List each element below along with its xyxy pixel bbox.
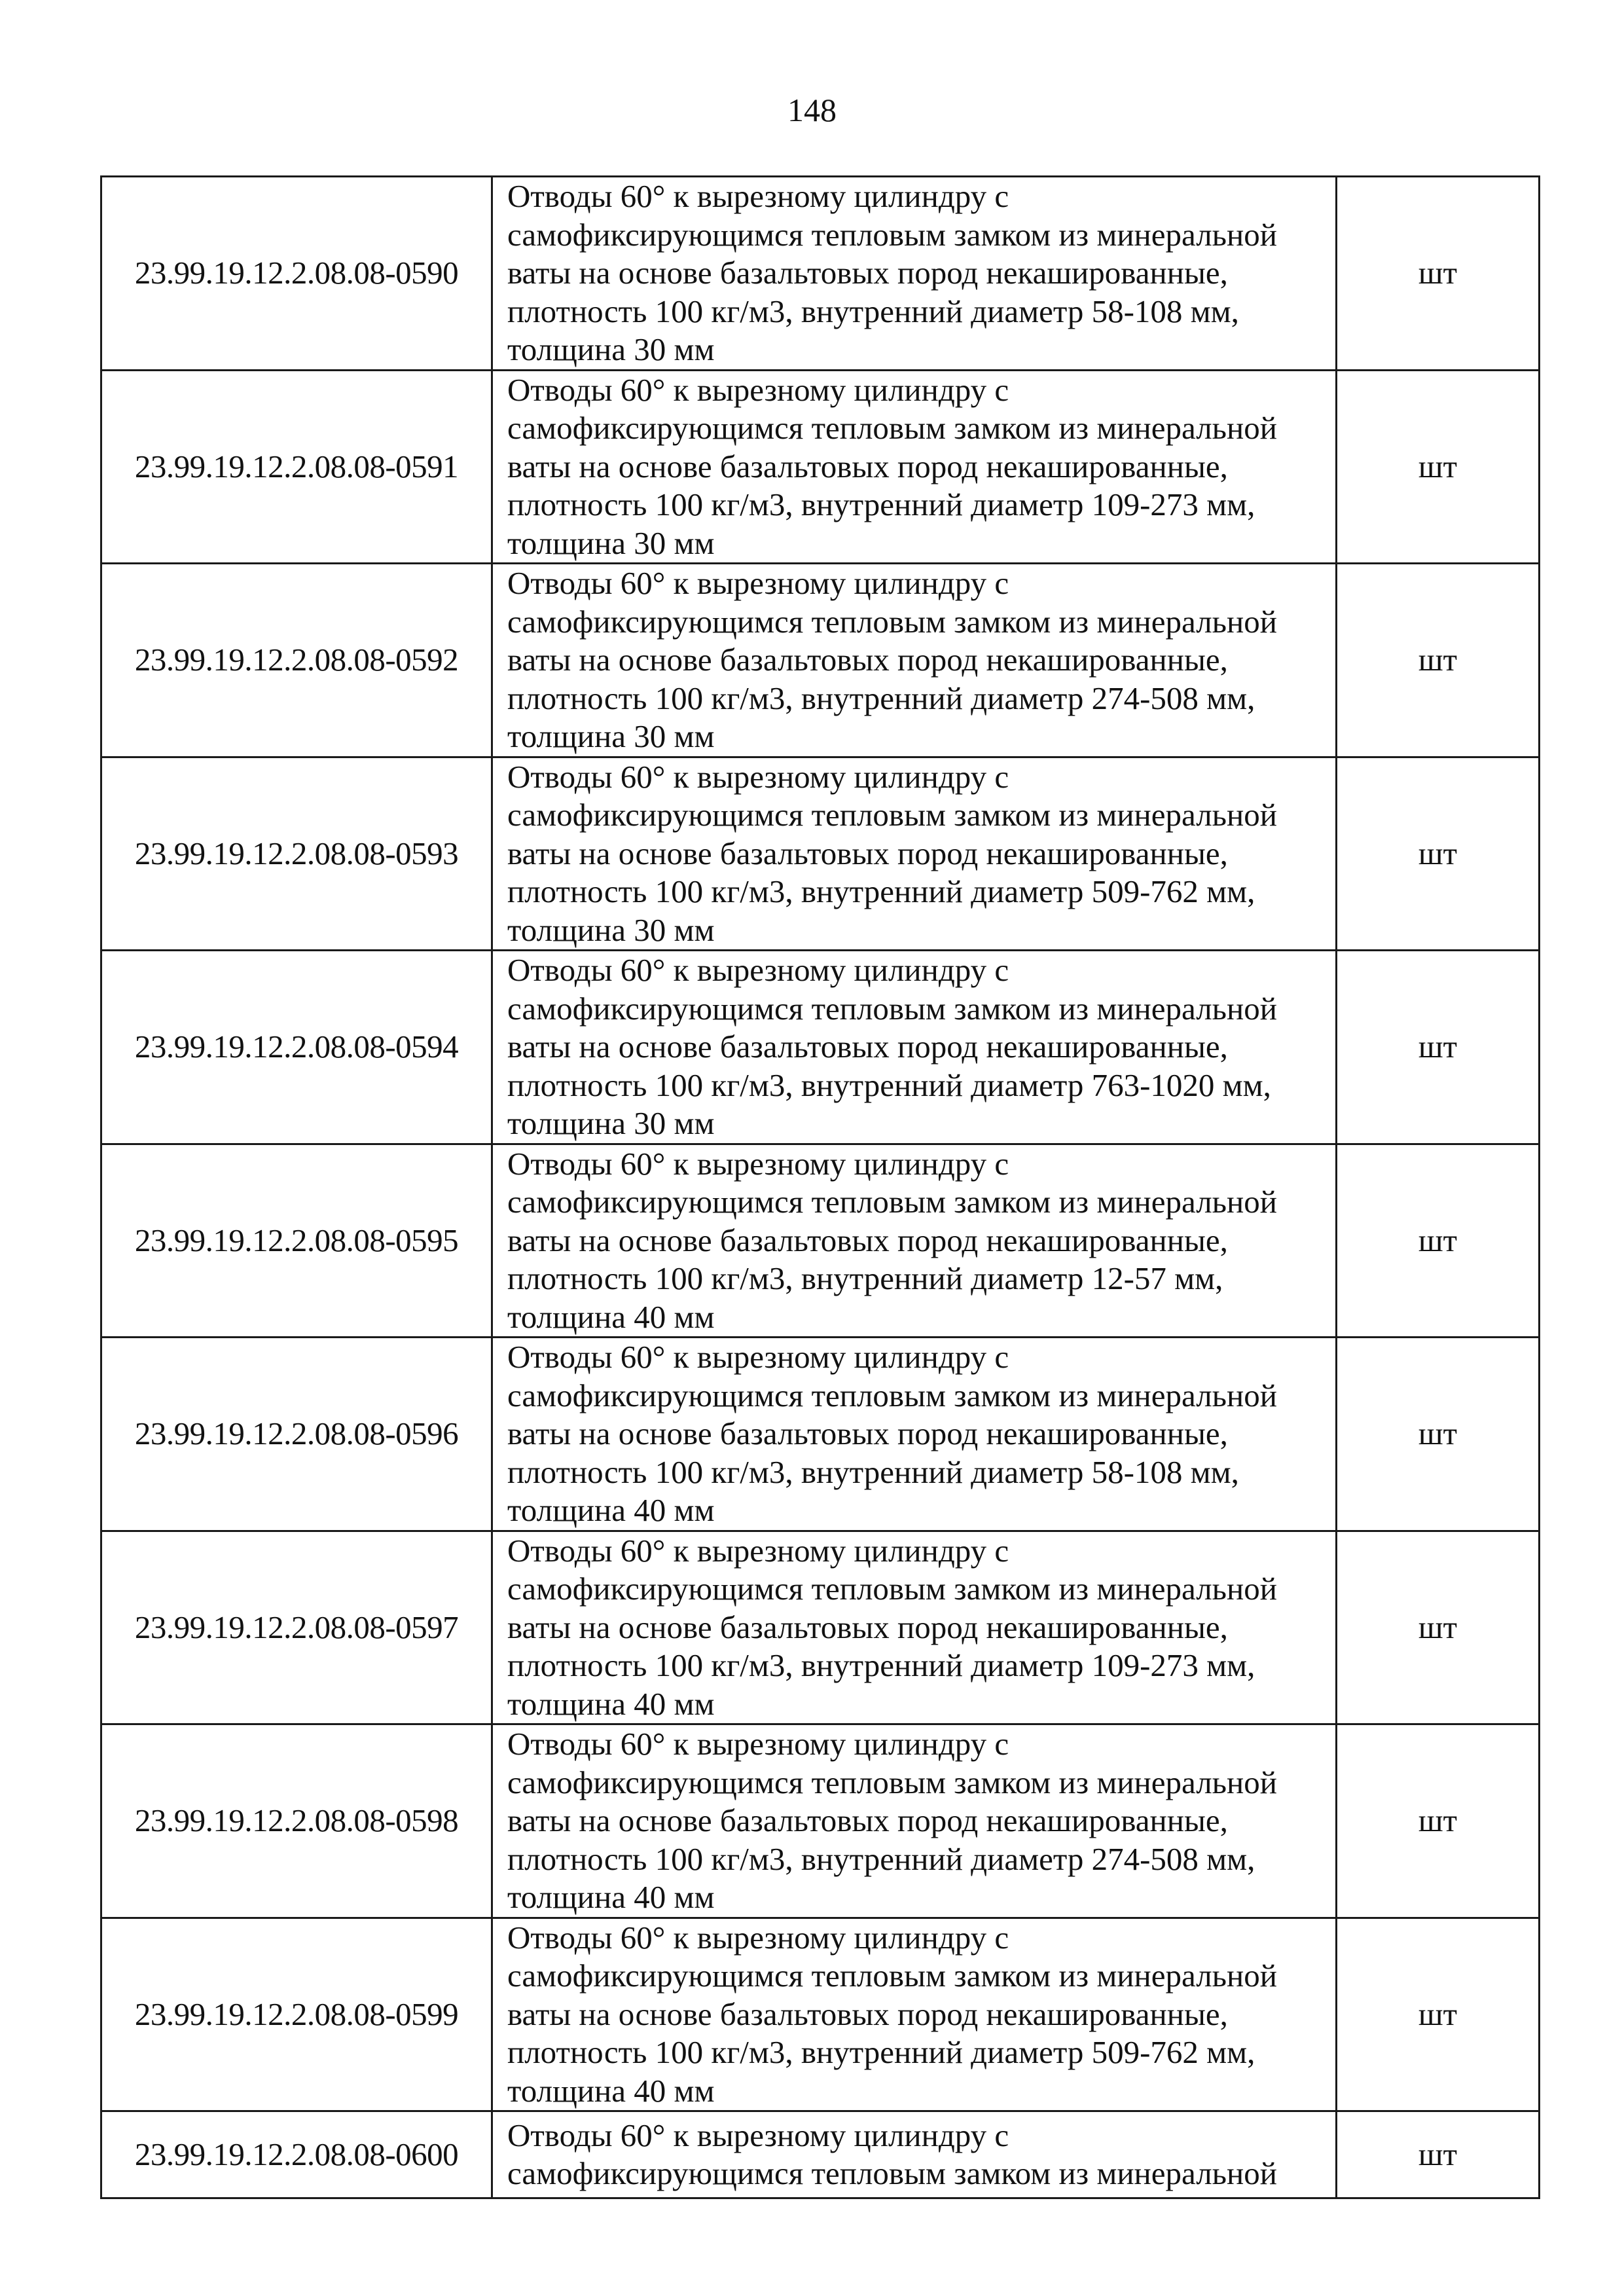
description-line: плотность 100 кг/м3, внутренний диаметр 509-762 мм,: [507, 873, 1255, 909]
description-line: самофиксирующимся тепловым замком из минеральной: [507, 2155, 1277, 2191]
description-line: плотность 100 кг/м3, внутренний диаметр 763-1020 мм,: [507, 1066, 1271, 1103]
unit-cell: шт: [1337, 2111, 1540, 2198]
resource-code-cell: 23.99.19.12.2.08.08-0595: [101, 1144, 492, 1338]
description-line: плотность 100 кг/м3, внутренний диаметр 274-508 мм,: [507, 680, 1255, 716]
description-line: толщина 30 мм: [507, 911, 715, 948]
description-line: Отводы 60° к вырезному цилиндру с: [507, 952, 1009, 988]
table-row: [101, 1724, 1540, 1918]
description-line: самофиксирующимся тепловым замком из минеральной: [507, 990, 1277, 1027]
table-row: [101, 1918, 1540, 2111]
resource-table: [100, 175, 1540, 2199]
description-line: самофиксирующимся тепловым замком из минеральной: [507, 603, 1277, 640]
unit-cell: шт: [1337, 1338, 1540, 1531]
description-line: толщина 40 мм: [507, 1298, 715, 1335]
description-line: ваты на основе базальтовых пород некашированные,: [507, 1415, 1228, 1451]
description-line: толщина 40 мм: [507, 2072, 715, 2109]
description-line: Отводы 60° к вырезному цилиндру с: [507, 371, 1009, 408]
resource-code-cell: 23.99.19.12.2.08.08-0591: [101, 370, 492, 564]
description-line: толщина 40 мм: [507, 1685, 715, 1722]
description-line: толщина 30 мм: [507, 718, 715, 754]
table-row: [101, 1531, 1540, 1724]
page-number: 148: [787, 92, 837, 128]
resource-description-cell: [492, 2111, 1337, 2198]
description-line: ваты на основе базальтовых пород некашированные,: [507, 1802, 1228, 1838]
resource-description-cell: [492, 1338, 1337, 1531]
description-line: плотность 100 кг/м3, внутренний диаметр 58-108 мм,: [507, 1453, 1239, 1490]
description-line: толщина 40 мм: [507, 1879, 715, 1915]
description-line: ваты на основе базальтовых пород некашированные,: [507, 642, 1228, 678]
resource-code-cell: 23.99.19.12.2.08.08-0598: [101, 1724, 492, 1918]
resource-description-cell: [492, 757, 1337, 951]
description-line: самофиксирующимся тепловым замком из минеральной: [507, 1958, 1277, 1994]
description-line: плотность 100 кг/м3, внутренний диаметр 109-273 мм,: [507, 486, 1255, 522]
description-line: Отводы 60° к вырезному цилиндру с: [507, 758, 1009, 795]
description-line: Отводы 60° к вырезному цилиндру с: [507, 1532, 1009, 1569]
resource-code-cell: 23.99.19.12.2.08.08-0592: [101, 564, 492, 757]
unit-cell: шт: [1337, 1918, 1540, 2111]
resource-code-cell: 23.99.19.12.2.08.08-0596: [101, 1338, 492, 1531]
table-row: [101, 1338, 1540, 1531]
description-line: Отводы 60° к вырезному цилиндру с: [507, 565, 1009, 601]
description-line: толщина 40 мм: [507, 1492, 715, 1528]
description-line: самофиксирующимся тепловым замком из минеральной: [507, 1764, 1277, 1800]
description-line: толщина 30 мм: [507, 524, 715, 561]
description-line: самофиксирующимся тепловым замком из минеральной: [507, 1377, 1277, 1413]
resource-code-cell: 23.99.19.12.2.08.08-0599: [101, 1918, 492, 2111]
resource-code-cell: 23.99.19.12.2.08.08-0600: [101, 2111, 492, 2198]
table-row: [101, 2111, 1540, 2198]
description-line: самофиксирующимся тепловым замком из минеральной: [507, 216, 1277, 253]
resource-description-cell: [492, 1144, 1337, 1338]
description-line: плотность 100 кг/м3, внутренний диаметр 58-108 мм,: [507, 293, 1239, 329]
description-line: толщина 30 мм: [507, 1105, 715, 1141]
description-line: Отводы 60° к вырезному цилиндру с: [507, 1339, 1009, 1375]
resource-description-cell: [492, 1724, 1337, 1918]
description-line: самофиксирующимся тепловым замком из минеральной: [507, 410, 1277, 446]
table-body: [101, 177, 1540, 2198]
unit-cell: шт: [1337, 1531, 1540, 1724]
description-line: Отводы 60° к вырезному цилиндру с: [507, 178, 1009, 214]
resource-description-cell: [492, 1531, 1337, 1724]
description-line: толщина 30 мм: [507, 331, 715, 367]
resource-description-cell: [492, 951, 1337, 1144]
resource-code-cell: 23.99.19.12.2.08.08-0593: [101, 757, 492, 951]
unit-cell: шт: [1337, 951, 1540, 1144]
resource-code-cell: 23.99.19.12.2.08.08-0594: [101, 951, 492, 1144]
description-line: Отводы 60° к вырезному цилиндру с: [507, 1145, 1009, 1182]
description-line: Отводы 60° к вырезному цилиндру с: [507, 2117, 1009, 2153]
description-line: ваты на основе базальтовых пород некашированные,: [507, 1222, 1228, 1258]
description-line: ваты на основе базальтовых пород некашированные,: [507, 835, 1228, 871]
table-row: [101, 1144, 1540, 1338]
unit-cell: шт: [1337, 370, 1540, 564]
table-row: [101, 757, 1540, 951]
table-row: [101, 177, 1540, 371]
description-line: ваты на основе базальтовых пород некашированные,: [507, 1029, 1228, 1065]
description-line: плотность 100 кг/м3, внутренний диаметр 509-762 мм,: [507, 2034, 1255, 2070]
description-line: Отводы 60° к вырезному цилиндру с: [507, 1919, 1009, 1956]
description-line: Отводы 60° к вырезному цилиндру с: [507, 1726, 1009, 1762]
resource-code-cell: 23.99.19.12.2.08.08-0590: [101, 177, 492, 371]
description-line: самофиксирующимся тепловым замком из минеральной: [507, 797, 1277, 833]
description-line: ваты на основе базальтовых пород некашированные,: [507, 1609, 1228, 1645]
resource-description-cell: [492, 1918, 1337, 2111]
description-line: самофиксирующимся тепловым замком из минеральной: [507, 1184, 1277, 1220]
description-line: ваты на основе базальтовых пород некашированные,: [507, 1995, 1228, 2032]
description-line: плотность 100 кг/м3, внутренний диаметр 109-273 мм,: [507, 1647, 1255, 1683]
unit-cell: шт: [1337, 564, 1540, 757]
unit-cell: шт: [1337, 757, 1540, 951]
resource-description-cell: [492, 564, 1337, 757]
description-line: плотность 100 кг/м3, внутренний диаметр 12-57 мм,: [507, 1260, 1223, 1296]
description-line: ваты на основе базальтовых пород некашированные,: [507, 448, 1228, 484]
description-line: плотность 100 кг/м3, внутренний диаметр 274-508 мм,: [507, 1840, 1255, 1877]
unit-cell: шт: [1337, 1144, 1540, 1338]
resource-description-cell: [492, 177, 1337, 371]
description-line: ваты на основе базальтовых пород некашированные,: [507, 255, 1228, 291]
resource-description-cell: [492, 370, 1337, 564]
unit-cell: шт: [1337, 177, 1540, 371]
resource-code-cell: 23.99.19.12.2.08.08-0597: [101, 1531, 492, 1724]
unit-cell: шт: [1337, 1724, 1540, 1918]
table-row: [101, 951, 1540, 1144]
table-row: [101, 564, 1540, 757]
description-line: самофиксирующимся тепловым замком из минеральной: [507, 1571, 1277, 1607]
table-row: [101, 370, 1540, 564]
